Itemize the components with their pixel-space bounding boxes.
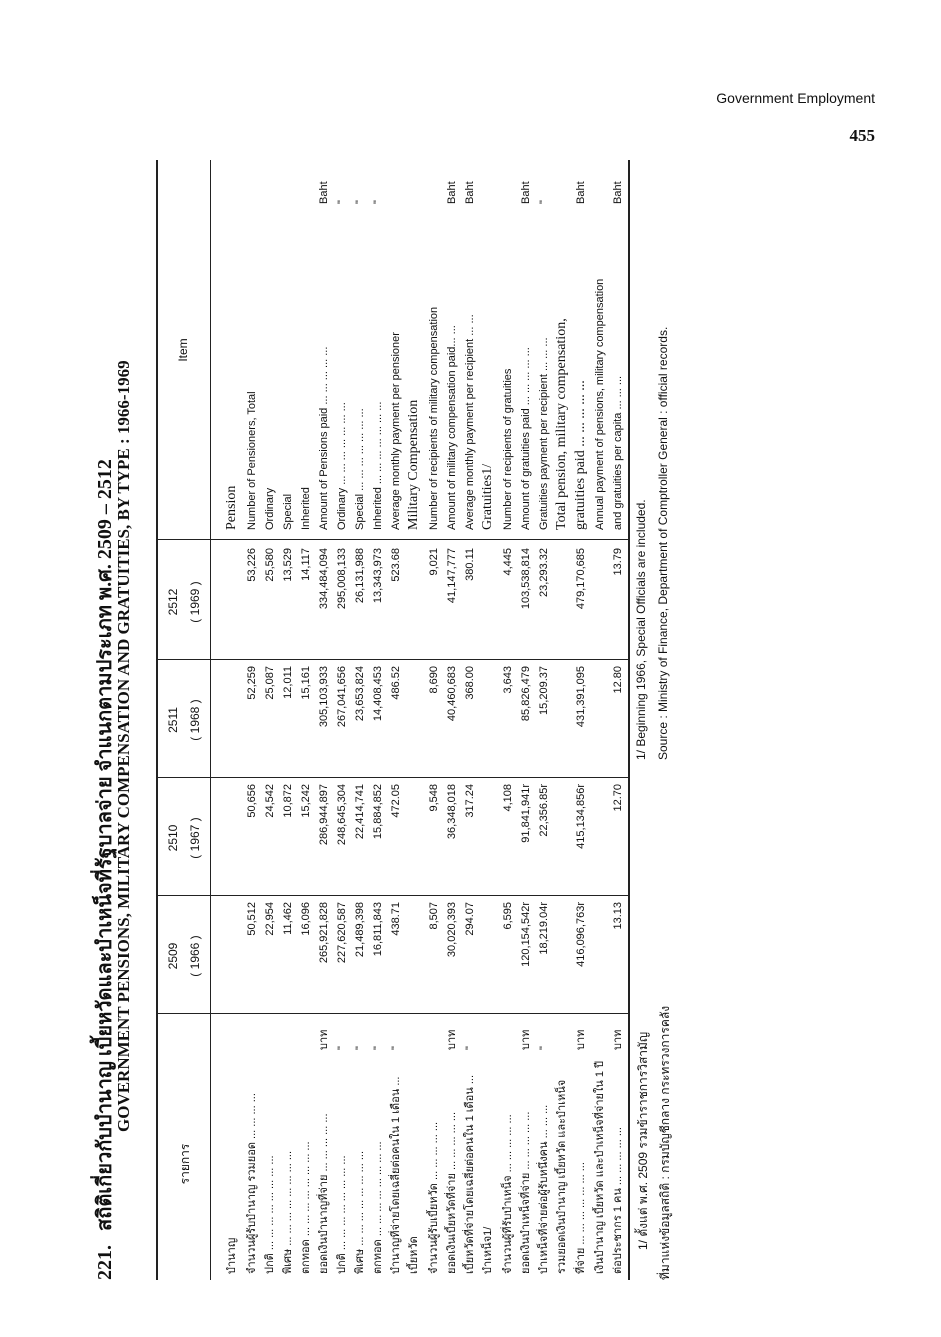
- row-label-thai: จำนวนผู้รับเบี้ยหวัด ... ... ... ... ...: [428, 1121, 440, 1274]
- value-cell: 15,242: [300, 784, 312, 818]
- row-unit-english: Baht: [612, 181, 624, 204]
- table-row: [426, 160, 442, 1280]
- value-cell: 13.79: [612, 548, 624, 576]
- value-cell: 286,944,897: [318, 784, 330, 846]
- value-cell: 24,542: [264, 784, 276, 818]
- row-label-thai: พิเศษ ... ... ... ... ... ... ... ...: [282, 1150, 294, 1274]
- value-cell: 431,391,095: [575, 666, 587, 728]
- value-cell: 294.07: [464, 902, 476, 936]
- row-unit-thai: บาท: [318, 1029, 330, 1050]
- row-label-thai: บำเหน็จ1/: [482, 1226, 494, 1274]
- value-cell: 12.80: [612, 666, 624, 694]
- row-unit-thai: ": [354, 1046, 366, 1050]
- row-label-thai: บำเหน็จที่จ่ายต่อผู้รับหนึ่งคน ... ... ...: [538, 1104, 550, 1274]
- table-row: [462, 160, 478, 1280]
- row-label-thai: ปกติ ... ... ... ... ... ... ... ...: [264, 1155, 276, 1274]
- value-cell: 3,643: [502, 666, 514, 694]
- table-row: [224, 160, 240, 1280]
- value-cell: 523.68: [390, 548, 402, 582]
- row-label-english: Number of recipients of military compensation: [428, 306, 440, 530]
- value-cell: 14,408,453: [372, 666, 384, 722]
- row-label-english: Number of Pensioners, Total: [246, 391, 258, 530]
- value-cell: 479,170,685: [575, 548, 587, 610]
- table-row: [444, 160, 460, 1280]
- value-cell: 23,293.32: [538, 548, 550, 597]
- value-cell: 334,484,094: [318, 548, 330, 610]
- header-english-item: Item: [176, 338, 190, 362]
- row-unit-english: Baht: [520, 181, 532, 204]
- value-cell: 227,620,587: [336, 902, 348, 964]
- value-cell: 13,529: [282, 548, 294, 582]
- row-label-thai: จำนวนผู้รับบำนาญ รวมยอด ... ... ... ...: [246, 1093, 258, 1274]
- value-cell: 53,226: [246, 548, 258, 582]
- row-label-english: Inherited ... ... ... ... ... ... ...: [372, 401, 384, 530]
- value-cell: 50,656: [246, 784, 258, 818]
- year-be: 2509: [166, 942, 180, 970]
- value-cell: 14,117: [300, 548, 312, 581]
- value-cell: 120,154,542r: [520, 902, 532, 967]
- value-cell: 267,041,656: [336, 666, 348, 728]
- value-cell: 18,219.04r: [538, 902, 550, 955]
- row-label-english: gratuities paid ... ... ... ... ...: [573, 380, 588, 530]
- year-ce: ( 1967 ): [188, 817, 202, 859]
- row-label-thai: ปกติ ... ... ... ... ... ... ... ...: [336, 1155, 348, 1274]
- rotated-table-page: [82, 160, 802, 1280]
- row-label-english: Average monthly payment per recipient ... ...: [464, 314, 476, 530]
- value-cell: 380.11: [464, 548, 476, 581]
- row-unit-english: ": [354, 200, 366, 204]
- table-row: [592, 160, 608, 1280]
- row-label-english: Annual payment of pensions, military compensation: [594, 278, 606, 530]
- row-label-thai: ยอดเงินบำนาญที่จ่าย ... ... ... ... ...: [318, 1113, 330, 1274]
- value-cell: 21,489,398: [354, 902, 366, 958]
- row-label-english: Amount of Pensions paid ... ... ... ... ...: [318, 346, 330, 530]
- value-cell: 416,096,763r: [575, 902, 587, 967]
- year-be: 2512: [166, 588, 180, 616]
- table-row: [280, 160, 296, 1280]
- value-cell: 13.13: [612, 902, 624, 930]
- row-label-english: Ordinary: [264, 487, 276, 530]
- table-row: [536, 160, 552, 1280]
- header-year-4: [166, 548, 202, 656]
- footnote-english: 1/ Beginning 1966, Special Officials are included.: [634, 499, 648, 760]
- value-cell: 9,548: [428, 784, 440, 812]
- value-cell: 11,462: [282, 902, 294, 935]
- table-number: 221.: [94, 1245, 116, 1280]
- value-cell: 16,811,843: [372, 902, 384, 957]
- data-table: [156, 160, 630, 1280]
- header-year-2: [166, 784, 202, 892]
- value-cell: 15,884,852: [372, 784, 384, 840]
- value-cell: 295,008,133: [336, 548, 348, 610]
- year-be: 2511: [166, 707, 180, 733]
- value-cell: 91,841,941r: [520, 784, 532, 843]
- row-label-thai: ยอดเงินบำเหน็จที่จ่าย ... ... ... ... ...: [520, 1111, 532, 1274]
- value-cell: 15,209.37: [538, 666, 550, 715]
- table-row: [554, 160, 570, 1280]
- row-label-thai: ที่จ่าย ... ... ... ... ... ... ...: [575, 1162, 587, 1274]
- row-label-thai: ตกทอด ... ... ... ... ... ... ... ...: [300, 1141, 312, 1274]
- value-cell: 22,356.85r: [538, 784, 550, 837]
- row-label-thai: ต่อประชากร 1 คน ... ... ... ... ...: [612, 1127, 624, 1274]
- table-row: [262, 160, 278, 1280]
- row-label-thai: รวมยอดเงินบำนาญ เบี้ยหวัด และบำเหน็จ: [556, 1079, 568, 1274]
- row-label-english: Special: [282, 493, 294, 530]
- row-label-english: Gratuities payment per recipient ... ... ...: [538, 337, 550, 530]
- value-cell: 40,460,683: [446, 666, 458, 722]
- value-cell: 16,096: [300, 902, 312, 936]
- value-cell: 8,507: [428, 902, 440, 930]
- row-label-thai: พิเศษ ... ... ... ... ... ... ... ...: [354, 1150, 366, 1274]
- row-label-thai: บำนาญ: [226, 1237, 238, 1274]
- value-cell: 25,087: [264, 666, 276, 700]
- value-cell: 103,538,814: [520, 548, 532, 610]
- value-cell: 22,414,741: [354, 784, 366, 840]
- value-cell: 248,645,304: [336, 784, 348, 846]
- row-unit-thai: ": [390, 1046, 402, 1050]
- table-row: [480, 160, 496, 1280]
- header-thai-item: รายการ: [178, 1143, 192, 1185]
- row-unit-english: Baht: [318, 181, 330, 204]
- value-cell: 10,872: [282, 784, 294, 818]
- table-row: [388, 160, 404, 1280]
- table-row: [298, 160, 314, 1280]
- value-cell: 9,021: [428, 548, 440, 576]
- value-cell: 41,147,777: [446, 548, 458, 604]
- title-th-text: สถิติเกี่ยวกับบำนาญ เบี้ยหวัดและบำเหน็จที่รัฐบาลจ่าย จำแนกตามประเภท พ.ศ. 2509 – 2512: [94, 459, 116, 1231]
- row-label-thai: เบี้ยหวัดที่จ่ายโดยเฉลี่ยต่อคนใน 1 เดือน ...: [464, 1074, 476, 1274]
- source-english: Source : Ministry of Finance, Department of Comptroller General : official records.: [656, 326, 670, 760]
- value-cell: 305,103,933: [318, 666, 330, 728]
- running-header: Government Employment: [716, 90, 875, 106]
- table-row: [334, 160, 350, 1280]
- value-cell: 4,108: [502, 784, 514, 812]
- row-unit-english: ": [538, 200, 550, 204]
- row-label-english: Inherited: [300, 487, 312, 530]
- year-be: 2510: [166, 824, 180, 852]
- year-ce: ( 1969 ): [188, 581, 202, 623]
- value-cell: 4,445: [502, 548, 514, 576]
- value-cell: 438.71: [390, 902, 402, 936]
- row-label-thai: เงินบำนาญ เบี้ยหวัด และบำเหน็จที่จ่ายใน 1 ปี: [594, 1060, 606, 1274]
- year-ce: ( 1966 ): [188, 935, 202, 977]
- header-year-1: [166, 902, 202, 1010]
- value-cell: 8,690: [428, 666, 440, 694]
- row-label-english: Gratuities1/: [480, 463, 495, 530]
- row-label-english: Total pension, military compensation,: [554, 318, 569, 530]
- value-cell: 12,011: [282, 666, 294, 699]
- table-row: [518, 160, 534, 1280]
- row-label-thai: ยอดเงินเบี้ยหวัดที่จ่าย ... ... ... ... ...: [446, 1111, 458, 1274]
- row-unit-thai: ": [336, 1046, 348, 1050]
- value-cell: 36,348,018: [446, 784, 458, 840]
- row-unit-english: ": [336, 200, 348, 204]
- header-year-3: [166, 666, 202, 774]
- row-unit-thai: ": [372, 1046, 384, 1050]
- table-row: [316, 160, 332, 1280]
- table-row: [573, 160, 589, 1280]
- row-label-thai: ตกทอด ... ... ... ... ... ... ... ...: [372, 1141, 384, 1274]
- table-row: [370, 160, 386, 1280]
- row-label-english: Average monthly payment per pensioner: [390, 332, 402, 530]
- value-cell: 12.70: [612, 784, 624, 812]
- row-label-english: Amount of military compensation paid... ...: [446, 325, 458, 530]
- row-unit-english: Baht: [464, 181, 476, 204]
- value-cell: 265,921,828: [318, 902, 330, 964]
- value-cell: 368.00: [464, 666, 476, 700]
- footnote-thai: 1/ ตั้งแต่ พ.ศ. 2509 รวมข้าราชการวิสามัญ: [636, 1031, 650, 1250]
- value-cell: 22,954: [264, 902, 276, 936]
- row-unit-thai: บาท: [575, 1029, 587, 1050]
- value-cell: 472.05: [390, 784, 402, 818]
- table-row: [352, 160, 368, 1280]
- value-cell: 13,343,973: [372, 548, 384, 604]
- row-label-english: Number of recipients of gratuities: [502, 368, 514, 530]
- row-label-thai: จำนวนผู้ที่รับบำเหน็จ ... ... ... ... ...: [502, 1114, 514, 1274]
- value-cell: 6,595: [502, 902, 514, 930]
- value-cell: 85,826,479: [520, 666, 532, 722]
- value-cell: 50,512: [246, 902, 258, 936]
- row-unit-english: Baht: [575, 181, 587, 204]
- row-label-thai: บำนาญที่จ่ายโดยเฉลี่ยต่อคนใน 1 เดือน ...: [390, 1076, 402, 1274]
- value-cell: 415,134,856r: [575, 784, 587, 849]
- value-cell: 30,020,393: [446, 902, 458, 958]
- source-thai: ที่มาแห่งข้อมูลสถิติ : กรมบัญชีกลาง กระทรวงการคลัง: [658, 1005, 672, 1280]
- row-unit-thai: ": [464, 1046, 476, 1050]
- row-label-english: Special ... ... ... ... ... ... ...: [354, 408, 366, 530]
- value-cell: 15,161: [300, 666, 312, 700]
- value-cell: 25,580: [264, 548, 276, 582]
- value-cell: 52,259: [246, 666, 258, 700]
- table-row: [244, 160, 260, 1280]
- value-cell: 486.52: [390, 666, 402, 700]
- row-unit-english: Baht: [446, 181, 458, 204]
- page-number: 455: [849, 126, 875, 145]
- row-label-english: Amount of gratuities paid ... ... ... ... ...: [520, 347, 532, 530]
- row-label-english: Ordinary ... ... ... ... ... ... ...: [336, 402, 348, 530]
- table-header: [158, 160, 211, 1280]
- table-title-english: GOVERNMENT PENSIONS, MILITARY COMPENSATION AND GRATUITIES, BY TYPE : 1966-1969: [114, 360, 133, 1132]
- row-label-english: and gratuities per capita ... ... ...: [612, 375, 624, 530]
- row-unit-thai: บาท: [520, 1029, 532, 1050]
- table-row: [500, 160, 516, 1280]
- row-label-english: Military Compensation: [406, 399, 421, 530]
- table-row: [610, 160, 626, 1280]
- row-unit-thai: บาท: [612, 1029, 624, 1050]
- row-unit-thai: ": [538, 1046, 550, 1050]
- table-row: [406, 160, 422, 1280]
- row-label-thai: เบี้ยหวัด: [408, 1236, 420, 1274]
- row-unit-english: ": [372, 200, 384, 204]
- row-unit-thai: บาท: [446, 1029, 458, 1050]
- row-label-english: Pension: [224, 485, 239, 530]
- value-cell: 317.24: [464, 784, 476, 818]
- value-cell: 26,131,988: [354, 548, 366, 604]
- value-cell: 23,653,824: [354, 666, 366, 722]
- year-ce: ( 1968 ): [188, 699, 202, 741]
